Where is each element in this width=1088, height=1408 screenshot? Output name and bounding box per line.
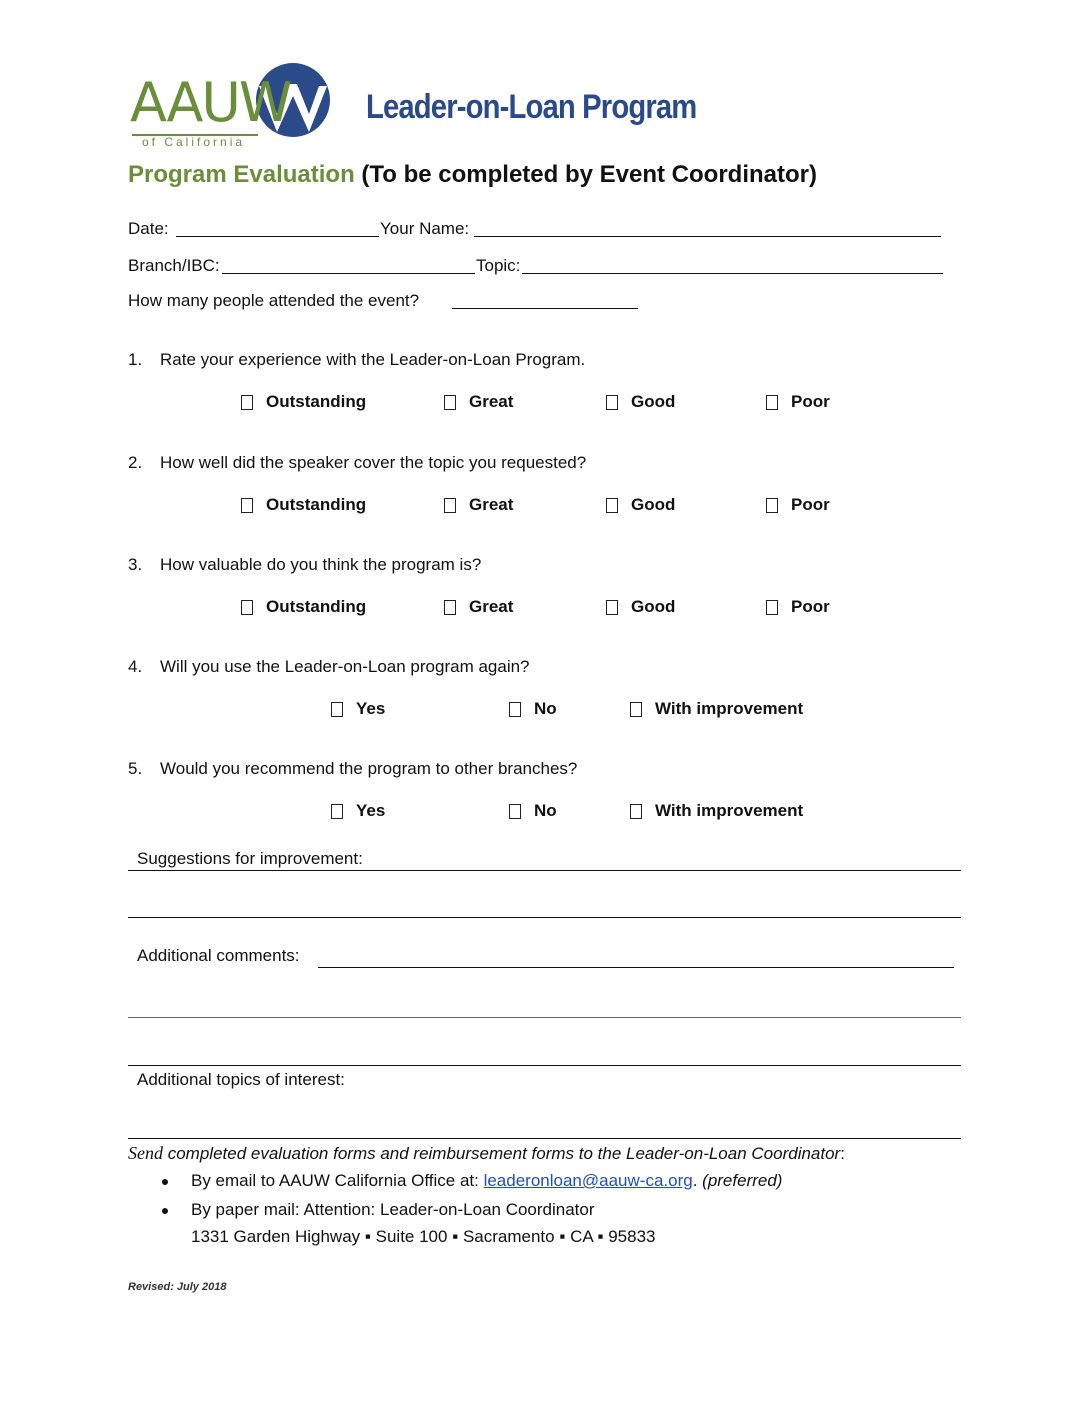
checkbox-icon[interactable] bbox=[331, 702, 343, 717]
attended-label: How many people attended the event? bbox=[128, 291, 420, 310]
q2-option-good[interactable]: Good bbox=[606, 495, 675, 515]
q4-option-yes[interactable]: Yes bbox=[331, 699, 385, 719]
q3-option-outstanding[interactable]: Outstanding bbox=[241, 597, 366, 617]
additional-topics-label: Additional topics of interest: bbox=[137, 1070, 345, 1089]
q5-option-yes[interactable]: Yes bbox=[331, 801, 385, 821]
checkbox-icon[interactable] bbox=[444, 498, 456, 513]
q3-option-good[interactable]: Good bbox=[606, 597, 675, 617]
checkbox-icon[interactable] bbox=[630, 702, 642, 717]
form-title-main: Program Evaluation bbox=[128, 161, 355, 188]
date-field[interactable] bbox=[176, 236, 379, 237]
your-name-label: Your Name: bbox=[380, 219, 470, 238]
aauw-logo bbox=[128, 62, 338, 152]
question-text: Rate your experience with the Leader-on-Loan Program. bbox=[160, 350, 586, 369]
checkbox-icon[interactable] bbox=[444, 600, 456, 615]
question-number: 4. bbox=[128, 657, 143, 676]
email-link[interactable]: leaderonloan@aauw-ca.org bbox=[483, 1171, 693, 1190]
checkbox-icon[interactable] bbox=[331, 804, 343, 819]
topic-field[interactable] bbox=[522, 273, 943, 274]
email-dot: . bbox=[692, 1171, 703, 1190]
program-title: Leader-on-Loan Program bbox=[366, 88, 697, 126]
form-title-sub: (To be completed by Event Coordinator) bbox=[361, 161, 817, 188]
send-rest: completed evaluation forms and reimbursement forms to the Leader-on-Loan Coordinator bbox=[163, 1144, 841, 1163]
checkbox-icon[interactable] bbox=[241, 600, 253, 615]
q3-option-great[interactable]: Great bbox=[444, 597, 513, 617]
question-number: 2. bbox=[128, 453, 143, 472]
q1-option-outstanding[interactable]: Outstanding bbox=[241, 392, 366, 412]
form-title bbox=[128, 161, 817, 189]
suggestions-line-2[interactable] bbox=[128, 917, 961, 918]
checkbox-icon[interactable] bbox=[606, 600, 618, 615]
date-label: Date: bbox=[128, 219, 169, 238]
q3-option-poor[interactable]: Poor bbox=[766, 597, 830, 617]
branch-field[interactable] bbox=[222, 273, 475, 274]
mail-line-2: 1331 Garden Highway ▪ Suite 100 ▪ Sacramento ▪ CA ▪ 95833 bbox=[191, 1227, 656, 1246]
checkbox-icon[interactable] bbox=[606, 498, 618, 513]
q5-option-no[interactable]: No bbox=[509, 801, 557, 821]
q1-option-good[interactable]: Good bbox=[606, 392, 675, 412]
checkbox-icon[interactable] bbox=[630, 804, 642, 819]
q5-option-with-improvement[interactable]: With improvement bbox=[630, 801, 803, 821]
branch-label: Branch/IBC: bbox=[128, 256, 220, 275]
checkbox-icon[interactable] bbox=[241, 498, 253, 513]
q4-option-no[interactable]: No bbox=[509, 699, 557, 719]
q2-option-outstanding[interactable]: Outstanding bbox=[241, 495, 366, 515]
send-colon: : bbox=[840, 1144, 845, 1163]
topic-label: Topic: bbox=[476, 256, 521, 275]
suggestions-label: Suggestions for improvement: bbox=[137, 849, 363, 868]
email-prefix: By email to AAUW California Office at: bbox=[191, 1171, 484, 1190]
checkbox-icon[interactable] bbox=[766, 395, 778, 410]
checkbox-icon[interactable] bbox=[509, 804, 521, 819]
question-2 bbox=[128, 453, 587, 473]
checkbox-icon[interactable] bbox=[241, 395, 253, 410]
logo-subtitle: of California bbox=[142, 135, 246, 149]
suggestions-line-1[interactable] bbox=[128, 870, 961, 871]
question-4 bbox=[128, 657, 530, 677]
q2-option-poor[interactable]: Poor bbox=[766, 495, 830, 515]
question-3 bbox=[128, 555, 482, 575]
question-text: How valuable do you think the program is? bbox=[160, 555, 482, 574]
question-number: 5. bbox=[128, 759, 143, 778]
send-instructions bbox=[128, 1143, 845, 1164]
checkbox-icon[interactable] bbox=[509, 702, 521, 717]
checkbox-icon[interactable] bbox=[766, 498, 778, 513]
email-bullet bbox=[191, 1171, 782, 1191]
your-name-field[interactable] bbox=[474, 236, 941, 237]
q2-option-great[interactable]: Great bbox=[444, 495, 513, 515]
question-text: Would you recommend the program to other branches? bbox=[160, 759, 578, 778]
logo-letters: AAUW bbox=[130, 71, 291, 134]
send-first-word: Send bbox=[128, 1143, 163, 1163]
q1-option-great[interactable]: Great bbox=[444, 392, 513, 412]
attended-field[interactable] bbox=[452, 308, 638, 309]
mail-line-1: By paper mail: Attention: Leader-on-Loan Coordinator bbox=[191, 1200, 595, 1219]
q4-option-with-improvement[interactable]: With improvement bbox=[630, 699, 803, 719]
question-1 bbox=[128, 350, 586, 370]
q1-option-poor[interactable]: Poor bbox=[766, 392, 830, 412]
question-number: 3. bbox=[128, 555, 143, 574]
topics-line[interactable] bbox=[128, 1138, 961, 1139]
comments-line-1[interactable] bbox=[318, 967, 954, 968]
email-preferred: (preferred) bbox=[702, 1171, 783, 1190]
question-text: How well did the speaker cover the topic you requested? bbox=[160, 453, 587, 472]
checkbox-icon[interactable] bbox=[606, 395, 618, 410]
comments-line-3[interactable] bbox=[128, 1065, 961, 1066]
question-5 bbox=[128, 759, 578, 779]
checkbox-icon[interactable] bbox=[444, 395, 456, 410]
revised-date: Revised: July 2018 bbox=[128, 1281, 227, 1293]
additional-comments-label: Additional comments: bbox=[137, 946, 300, 965]
question-text: Will you use the Leader-on-Loan program again? bbox=[160, 657, 530, 676]
checkbox-icon[interactable] bbox=[766, 600, 778, 615]
comments-line-2[interactable] bbox=[128, 1017, 961, 1018]
question-number: 1. bbox=[128, 350, 143, 369]
